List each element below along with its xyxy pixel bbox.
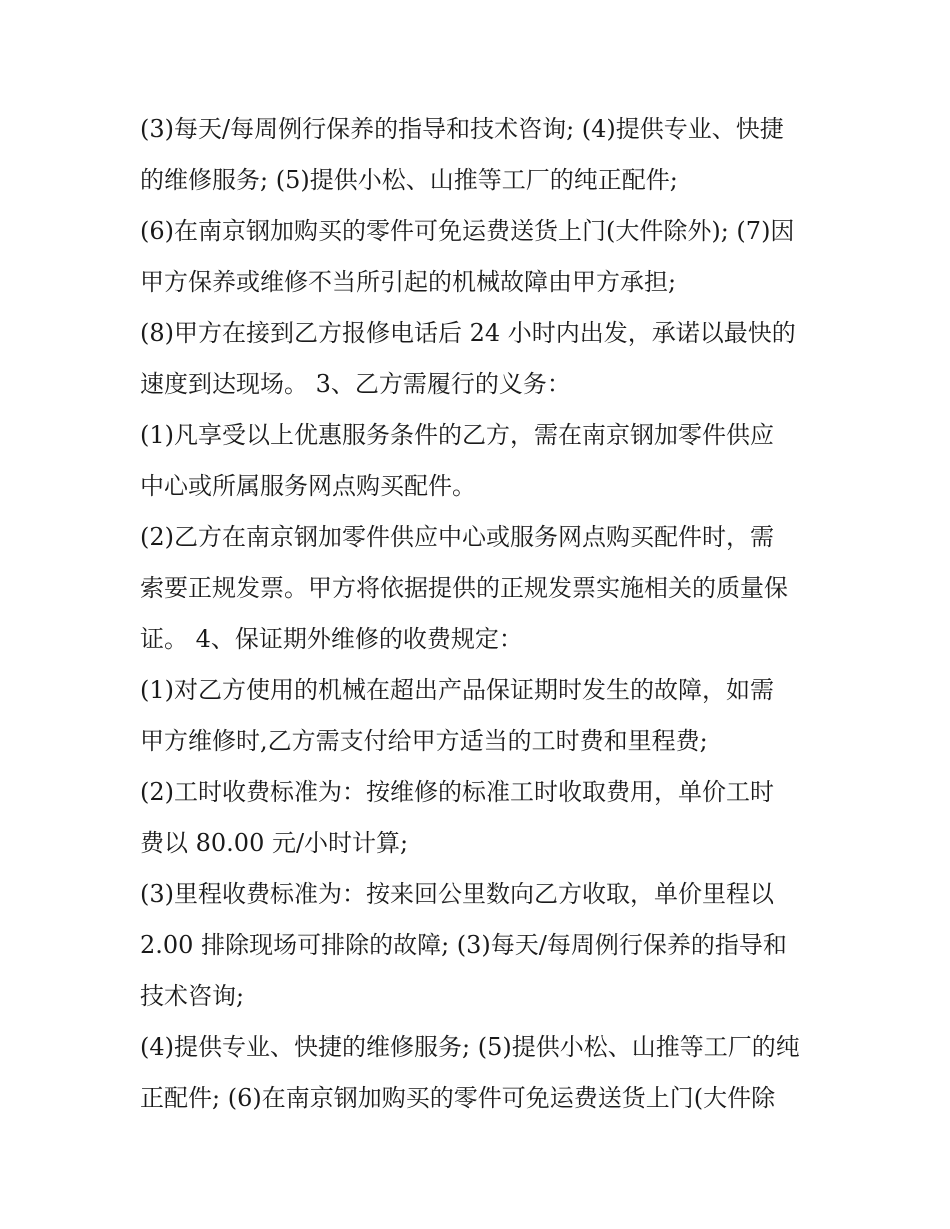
text-line: (6)在南京钢加购买的零件可免运费送货上门(大件除外); (7)因 xyxy=(140,217,795,245)
text-line: 甲方维修时,乙方需支付给甲方适当的工时费和里程费; xyxy=(140,727,708,755)
text-line: (1)对乙方使用的机械在超出产品保证期时发生的故障，如需 xyxy=(140,676,774,704)
text-line: 速度到达现场。 3、乙方需履行的义务： xyxy=(140,370,571,398)
body-text xyxy=(140,109,820,1129)
text-line: 技术咨询; xyxy=(140,982,245,1010)
text-line: (3)里程收费标准为：按来回公里数向乙方收取，单价里程以 xyxy=(140,880,774,908)
text-line: 费以 80.00 元/小时计算; xyxy=(140,829,409,857)
text-line: 的维修服务; (5)提供小松、山推等工厂的纯正配件; xyxy=(140,166,678,194)
text-line: 甲方保养或维修不当所引起的机械故障由甲方承担; xyxy=(140,268,677,296)
text-line: (2)工时收费标准为：按维修的标准工时收取费用，单价工时 xyxy=(140,778,774,806)
text-line: (1)凡享受以上优惠服务条件的乙方，需在南京钢加零件供应 xyxy=(140,421,774,449)
text-line: 证。 4、保证期外维修的收费规定： xyxy=(140,625,523,653)
text-line: (2)乙方在南京钢加零件供应中心或服务网点购买配件时，需 xyxy=(140,523,774,551)
text-line: 2.00 排除现场可排除的故障; (3)每天/每周例行保养的指导和 xyxy=(140,931,787,959)
text-line: 中心或所属服务网点购买配件。 xyxy=(140,472,476,500)
text-line: 正配件; (6)在南京钢加购买的零件可免运费送货上门(大件除 xyxy=(140,1084,776,1112)
text-line: 索要正规发票。甲方将依据提供的正规发票实施相关的质量保 xyxy=(140,574,788,602)
text-line: (3)每天/每周例行保养的指导和技术咨询; (4)提供专业、快捷 xyxy=(140,115,784,143)
text-line: (4)提供专业、快捷的维修服务; (5)提供小松、山推等工厂的纯 xyxy=(140,1033,800,1061)
text-line: (8)甲方在接到乙方报修电话后 24 小时内出发，承诺以最快的 xyxy=(140,319,796,347)
